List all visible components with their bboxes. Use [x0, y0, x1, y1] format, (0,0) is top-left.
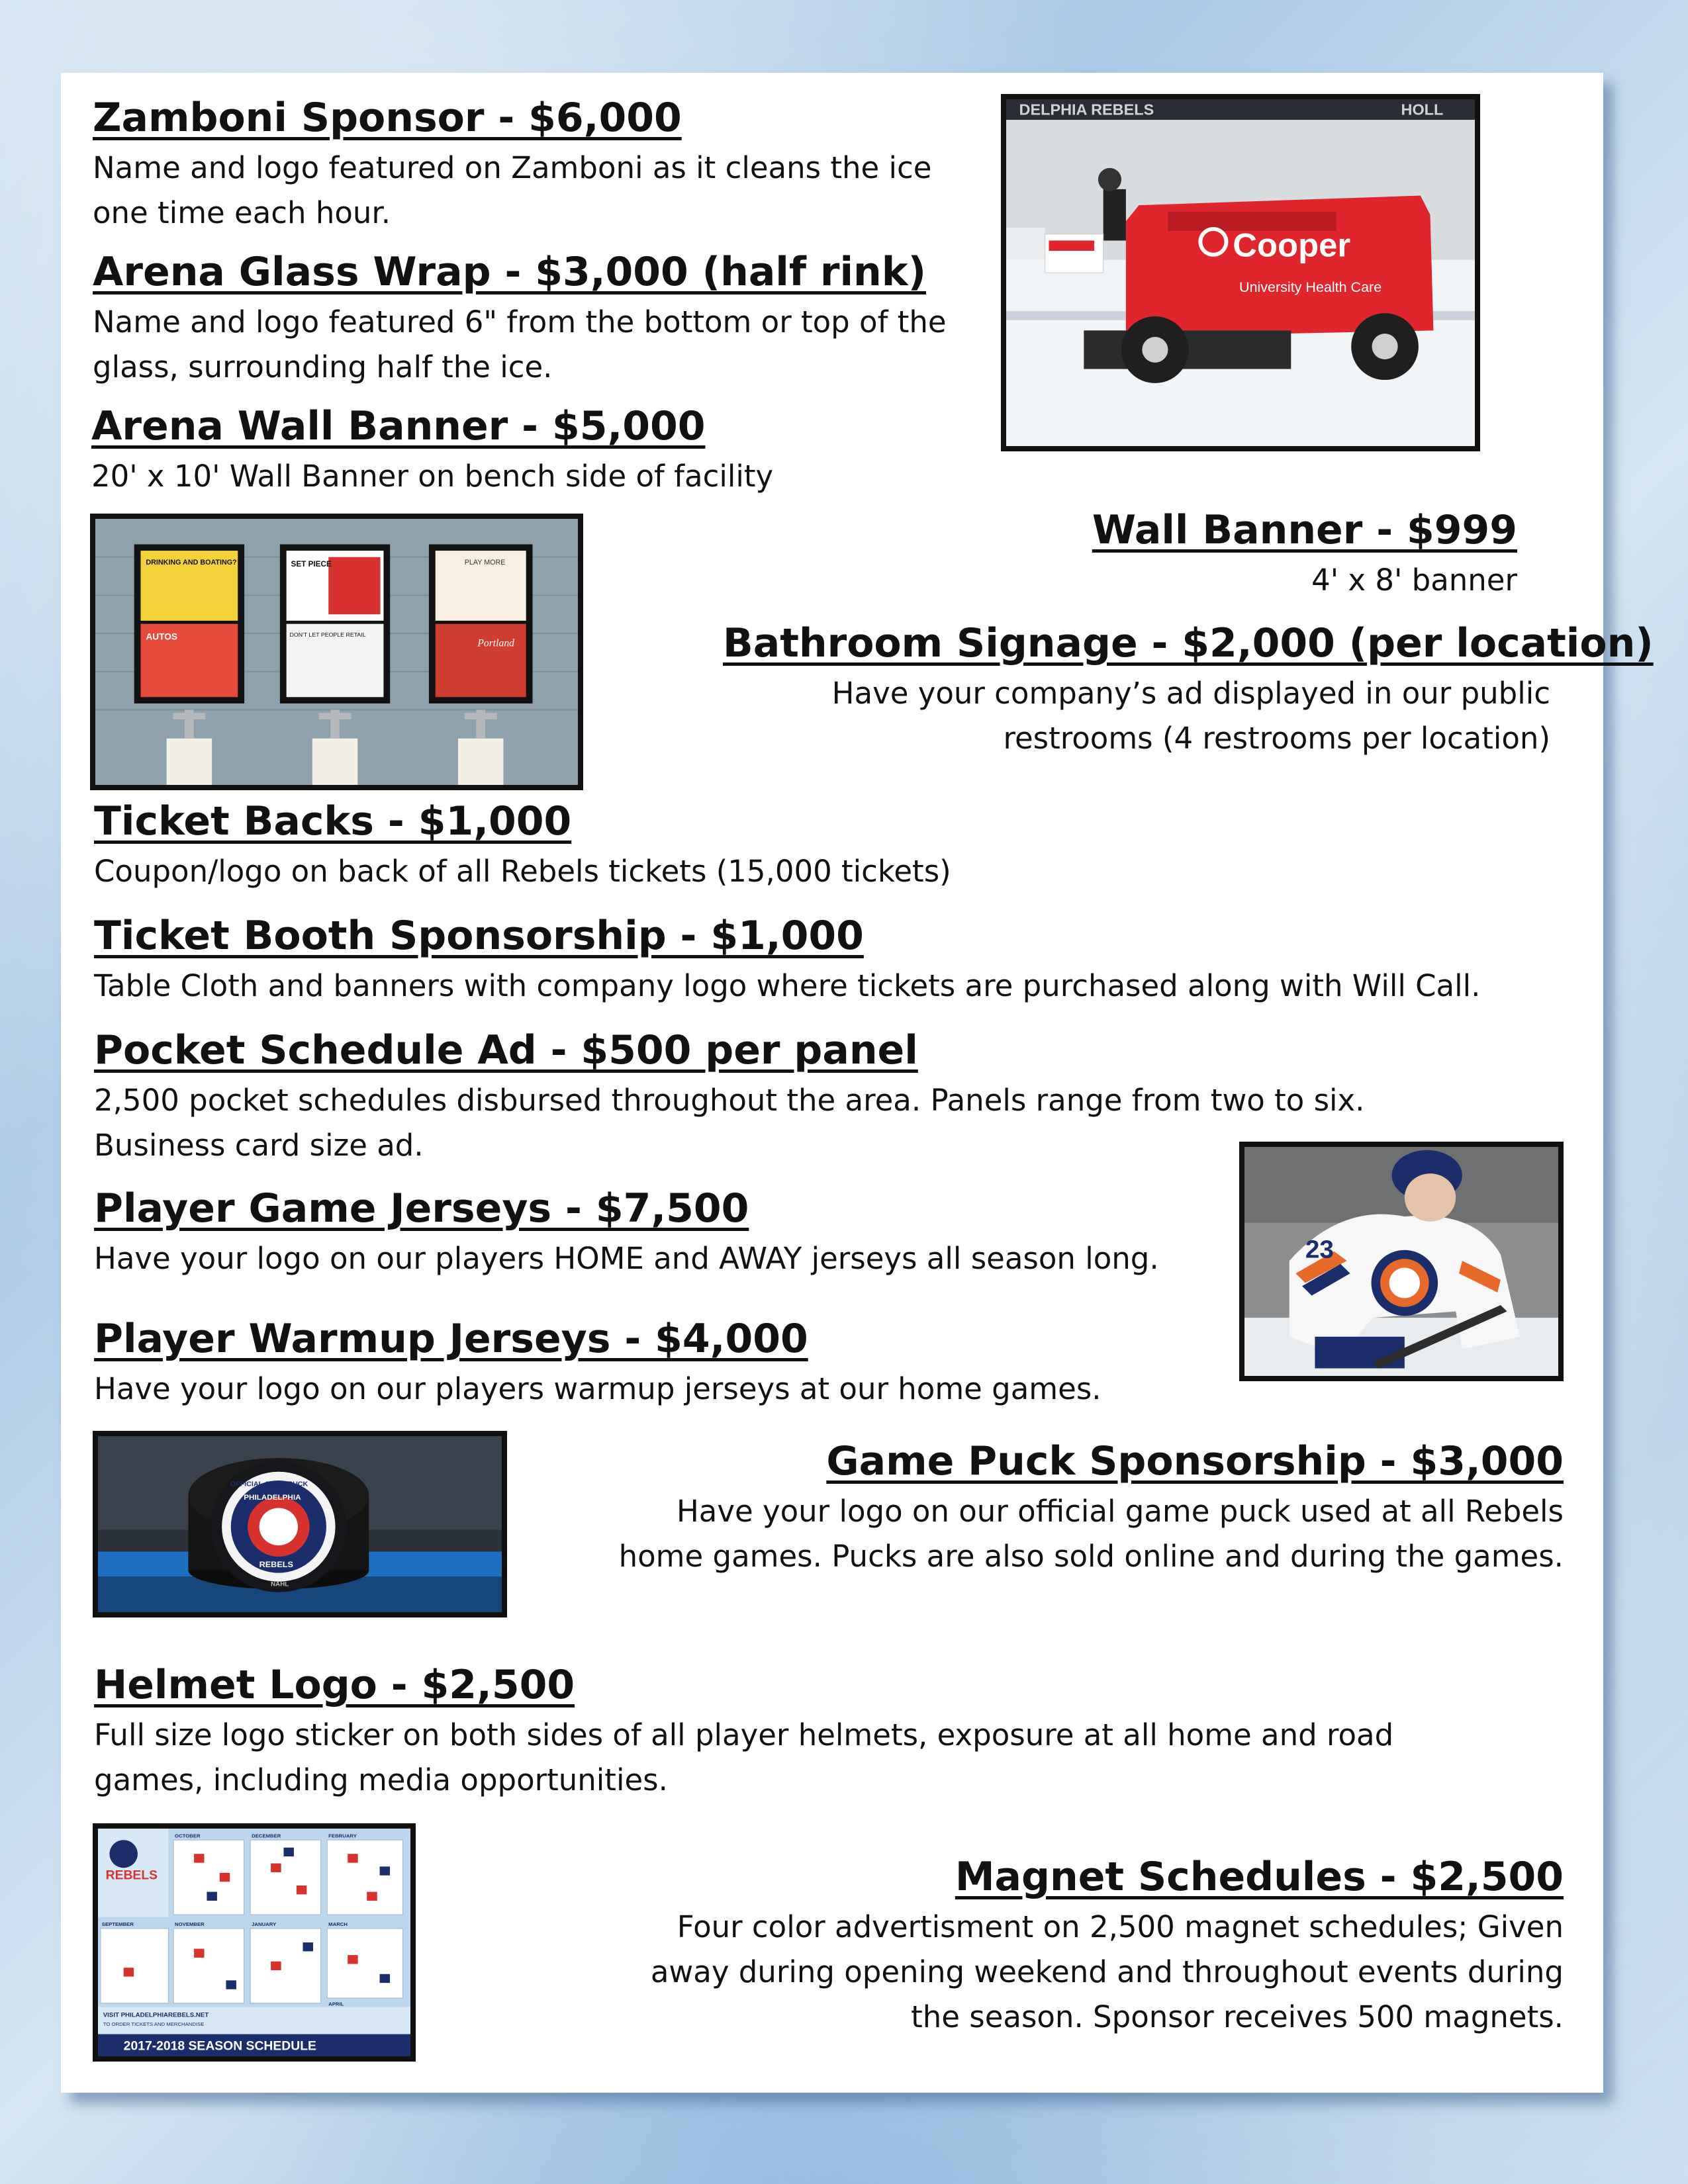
magnet-team-name: REBELS	[105, 1868, 158, 1883]
puck-top-text: OFFICIAL GAME PUCK	[230, 1480, 308, 1488]
magnet-month-7: MARCH	[328, 1921, 348, 1928]
bathroom-signage-section	[723, 619, 1654, 761]
puck-team-text: PHILADELPHIA	[244, 1494, 301, 1502]
ticket-booth-title: Ticket Booth Sponsorship - $1,000	[94, 913, 864, 959]
zamboni-sponsor-title: Zamboni Sponsor - $6,000	[93, 95, 682, 141]
game-jerseys-section	[94, 1185, 1259, 1281]
restroom-ad-5: PLAY MORE	[464, 559, 506, 567]
pocket-schedule-title: Pocket Schedule Ad - $500 per panel	[94, 1027, 918, 1073]
arena-wall-banner-title: Arena Wall Banner - $5,000	[91, 403, 706, 449]
glass-wrap-description: Name and logo featured 6" from the bottom or top of the glass, surrounding half the ice.	[93, 304, 947, 385]
magnet-month-3: FEBRUARY	[328, 1833, 357, 1839]
magnet-schedules-title: Magnet Schedules - $2,500	[955, 1854, 1564, 1900]
helmet-logo-section	[94, 1661, 1484, 1803]
sponsorship-page	[61, 73, 1654, 2093]
magnet-month-6: JANUARY	[252, 1921, 277, 1928]
player-jersey-photo	[1239, 1142, 1564, 1381]
magnet-month-8: APRIL	[328, 2001, 344, 2007]
rink-sign-left: DELPHIA REBELS	[1019, 101, 1154, 118]
restroom-ads-photo	[90, 514, 583, 790]
restroom-ad-6: Portland	[477, 637, 514, 649]
glass-wrap-section	[93, 248, 993, 390]
glass-wrap-title: Arena Glass Wrap - $3,000 (half rink)	[93, 249, 927, 295]
restroom-ad-3: SET PIECE	[291, 560, 332, 569]
magnet-order-text: TO ORDER TICKETS AND MERCHANDISE	[103, 2021, 205, 2028]
magnet-month-5: NOVEMBER	[175, 1921, 205, 1928]
magnet-schedules-section	[577, 1853, 1564, 2040]
helmet-logo-description: Full size logo sticker on both sides of all player helmets, exposure at all home and road games, including media opportunities.	[94, 1717, 1394, 1797]
zamboni-photo	[1001, 94, 1480, 451]
game-jerseys-title: Player Game Jerseys - $7,500	[94, 1185, 749, 1232]
puck-league-text: NAHL	[271, 1580, 289, 1588]
game-puck-photo	[93, 1431, 507, 1617]
warmup-jerseys-section	[94, 1315, 1259, 1412]
pocket-schedule-description: 2,500 pocket schedules disbursed throughout the area. Panels range from two to six. Business card size ad.	[94, 1083, 1365, 1163]
warmup-jerseys-title: Player Warmup Jerseys - $4,000	[94, 1316, 808, 1362]
player-jersey-number: 23	[1305, 1235, 1334, 1264]
restroom-ad-2: AUTOS	[146, 631, 178, 642]
ticket-backs-section	[94, 797, 1286, 894]
wall-banner-section	[723, 506, 1517, 603]
ticket-booth-section	[94, 912, 1577, 1009]
zamboni-brand-subtext: University Health Care	[1239, 279, 1382, 296]
game-puck-title: Game Puck Sponsorship - $3,000	[826, 1438, 1564, 1484]
rink-sign-right: HOLL	[1401, 101, 1444, 118]
ticket-backs-description: Coupon/logo on back of all Rebels tickets (15,000 tickets)	[94, 854, 951, 889]
magnet-visit-text: VISIT PHILADELPHIAREBELS.NET	[103, 2011, 209, 2019]
game-puck-section	[524, 1437, 1564, 1579]
zamboni-sponsor-section	[93, 94, 993, 236]
arena-wall-banner-description: 20' x 10' Wall Banner on bench side of facility	[91, 459, 774, 494]
puck-bottom-text: REBELS	[259, 1560, 293, 1570]
magnet-schedules-description: Four color advertisment on 2,500 magnet schedules; Given away during opening weekend and throughout events during the season. Sponsor receives 500 magnets.	[650, 1909, 1564, 2034]
helmet-logo-title: Helmet Logo - $2,500	[94, 1662, 575, 1708]
warmup-jerseys-description: Have your logo on our players warmup jerseys at our home games.	[94, 1371, 1102, 1406]
magnet-schedule-photo	[93, 1823, 416, 2062]
game-puck-description: Have your logo on our official game puck used at all Rebels home games. Pucks are also sold online and during the games.	[618, 1494, 1564, 1574]
game-jerseys-description: Have your logo on our players HOME and AWAY jerseys all season long.	[94, 1241, 1159, 1276]
bathroom-signage-title: Bathroom Signage - $2,000 (per location)	[723, 620, 1654, 666]
magnet-season-text: 2017-2018 SEASON SCHEDULE	[123, 2039, 316, 2054]
ticket-backs-title: Ticket Backs - $1,000	[94, 798, 572, 844]
wall-banner-title: Wall Banner - $999	[1092, 507, 1517, 553]
zamboni-brand-text: Cooper	[1233, 226, 1351, 264]
wall-banner-description: 4' x 8' banner	[1311, 563, 1517, 598]
magnet-month-2: DECEMBER	[252, 1833, 281, 1839]
magnet-month-1: OCTOBER	[175, 1833, 201, 1839]
magnet-month-4: SEPTEMBER	[101, 1921, 134, 1928]
zamboni-sponsor-description: Name and logo featured on Zamboni as it cleans the ice one time each hour.	[93, 150, 932, 230]
ticket-booth-description: Table Cloth and banners with company logo where tickets are purchased along with Will Call.	[94, 968, 1481, 1003]
arena-wall-banner-section	[91, 402, 1018, 499]
restroom-ad-1: DRINKING AND BOATING?	[146, 559, 237, 567]
bathroom-signage-description: Have your company’s ad displayed in our public restrooms (4 restrooms per location)	[831, 676, 1550, 756]
restroom-ad-4: DON'T LET PEOPLE RETAIL	[289, 631, 366, 638]
